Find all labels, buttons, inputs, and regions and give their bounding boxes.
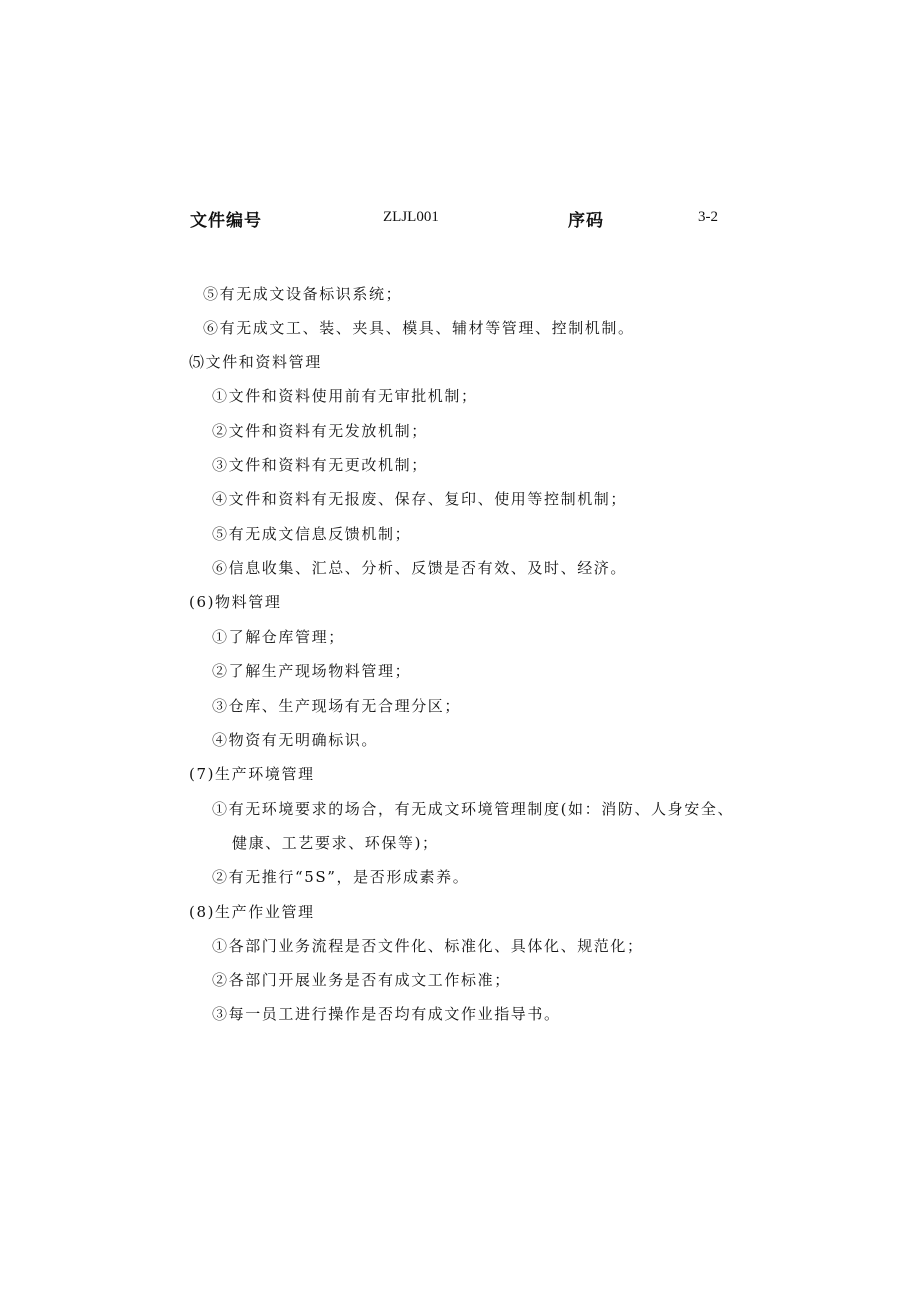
section-heading: ⑸文件和资料管理 (189, 353, 322, 371)
section-heading: (7)生产环境管理 (189, 765, 315, 783)
list-item: ③仓库、生产现场有无合理分区； (212, 697, 462, 715)
doc-number-label: 文件编号 (190, 211, 262, 231)
section-heading: (6)物料管理 (189, 593, 282, 611)
list-item: ⑥信息收集、汇总、分析、反馈是否有效、及时、经济。 (212, 559, 628, 577)
list-item: ①了解仓库管理； (212, 628, 345, 646)
list-item: ①各部门业务流程是否文件化、标准化、具体化、规范化； (212, 937, 644, 955)
doc-number-value: ZLJL001 (383, 209, 439, 225)
list-item: ④文件和资料有无报废、保存、复印、使用等控制机制； (212, 490, 628, 508)
list-item: ①文件和资料使用前有无审批机制； (212, 387, 478, 405)
list-item: ④物资有无明确标识。 (212, 731, 379, 749)
list-item: ②各部门开展业务是否有成文工作标准； (212, 971, 511, 989)
list-item: ②了解生产现场物料管理； (212, 662, 412, 680)
list-item: ③文件和资料有无更改机制； (212, 456, 428, 474)
document-header (0, 206, 920, 232)
list-item: ⑤有无成文设备标识系统； (203, 285, 403, 303)
sequence-value: 3-2 (698, 209, 718, 225)
list-item: ②有无推行“5S”，是否形成素养。 (212, 868, 470, 886)
list-item: ③每一员工进行操作是否均有成文作业指导书。 (212, 1005, 561, 1023)
list-item: ①有无环境要求的场合，有无成文环境管理制度(如：消防、人身安全、 (212, 800, 735, 818)
list-item: ⑥有无成文工、装、夹具、模具、辅材等管理、控制机制。 (203, 319, 635, 337)
sequence-label: 序码 (568, 211, 604, 231)
section-heading: (8)生产作业管理 (189, 903, 315, 921)
list-item: ⑤有无成文信息反馈机制； (212, 525, 412, 543)
list-item: ②文件和资料有无发放机制； (212, 422, 428, 440)
list-item-continuation: 健康、工艺要求、环保等)； (232, 834, 439, 852)
